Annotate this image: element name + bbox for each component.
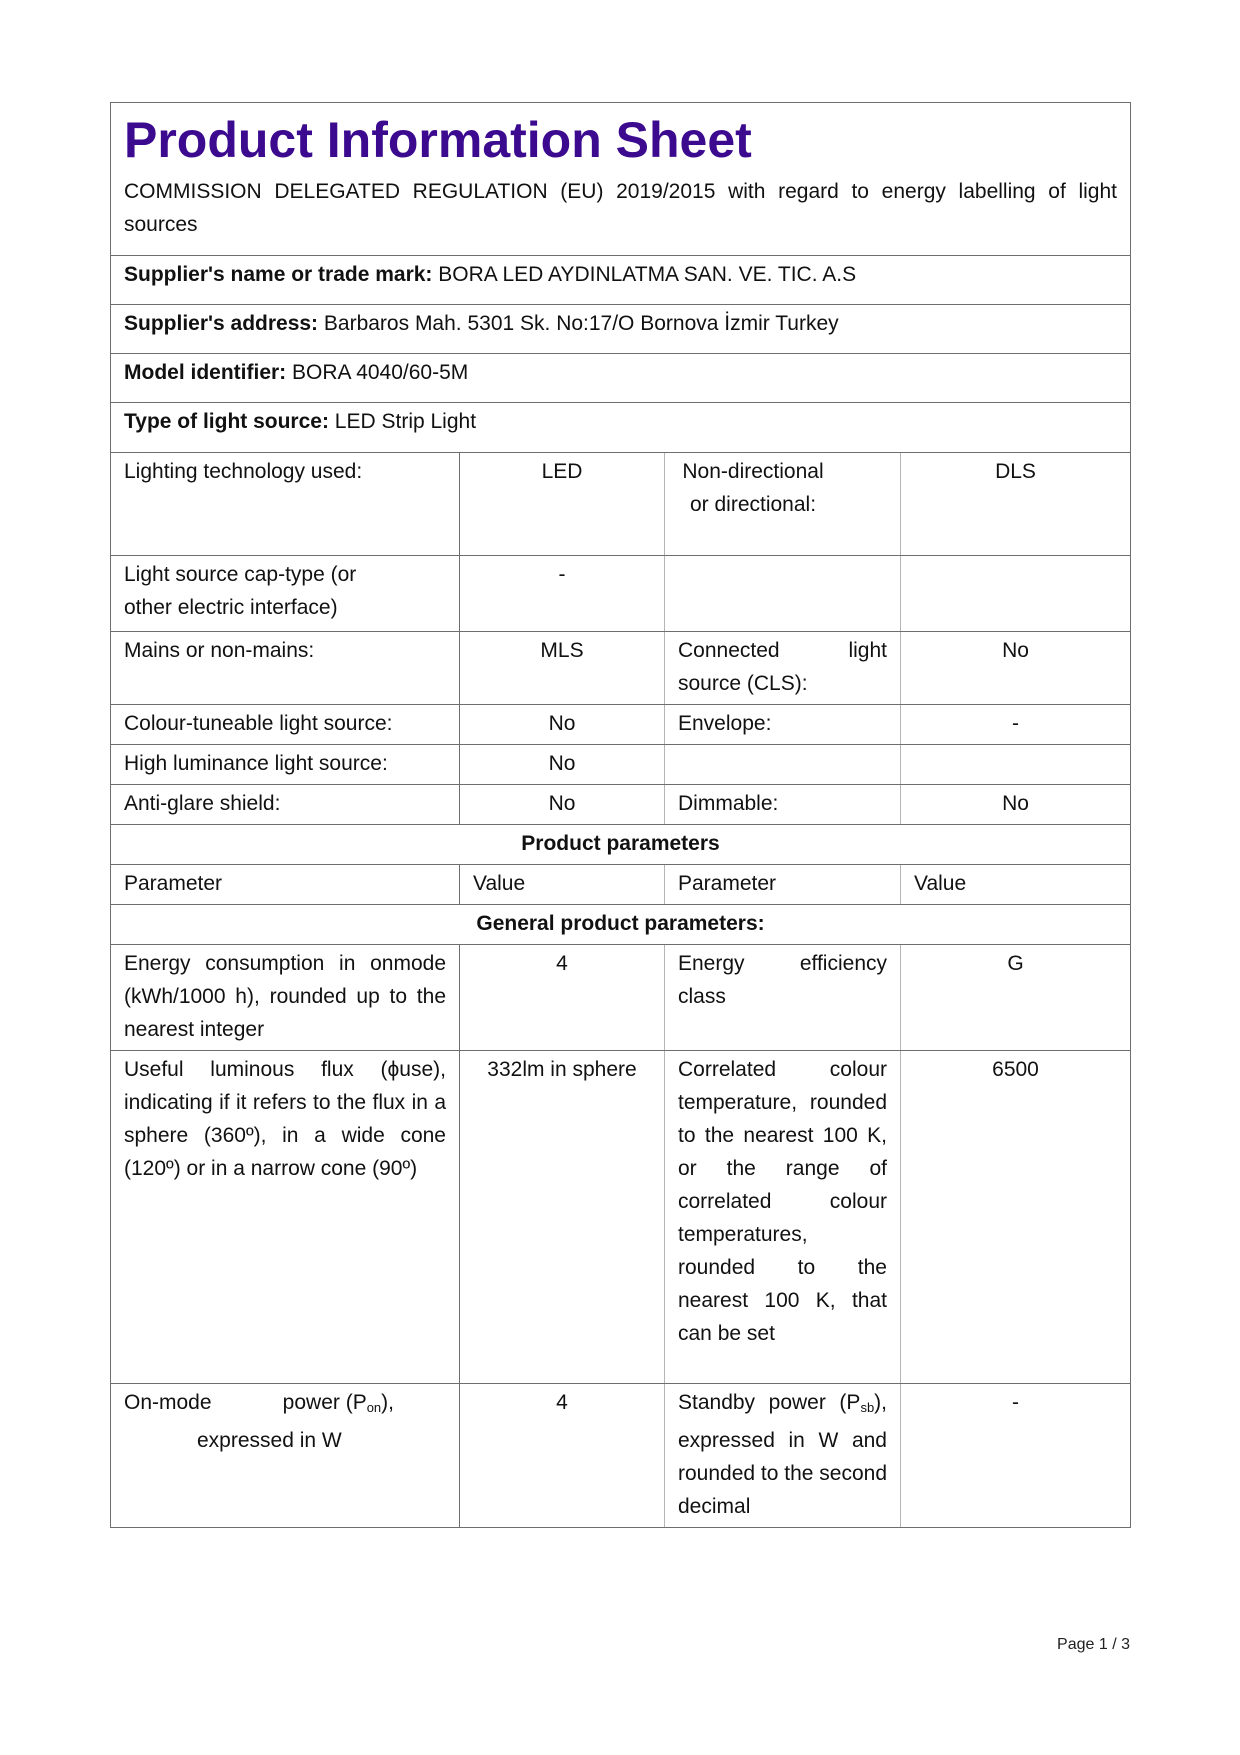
page-number: Page 1 / 3 [1057, 1636, 1130, 1653]
table-row [111, 1051, 1131, 1384]
characteristic-row [111, 632, 1131, 705]
characteristic-label: Envelope: [665, 705, 901, 745]
characteristic-value: No [901, 785, 1131, 825]
parameter-value: G [901, 945, 1131, 1051]
characteristic-row [111, 556, 1131, 632]
characteristic-row [111, 745, 1131, 785]
cap-type-label: Light source cap-type (or other electric interface) [124, 563, 357, 619]
light-source-type-row [111, 403, 1131, 453]
characteristic-value: No [460, 745, 665, 785]
table-row [111, 945, 1131, 1051]
parameter-value: 4 [460, 945, 665, 1051]
characteristic-value: LED [460, 453, 665, 556]
characteristic-value: - [460, 556, 665, 632]
characteristic-label: Lighting technology used: [111, 453, 460, 556]
title-cell [111, 103, 1131, 256]
characteristic-value [901, 745, 1131, 785]
characteristic-label [665, 745, 901, 785]
parameter-label: Useful luminous flux (ϕuse), indicating if it refers to the flux in a sphere (360º), in a wide cone (120º) or in a narrow cone (90º) [111, 1051, 460, 1384]
model-identifier-value: BORA 4040/60-5M [286, 361, 469, 384]
characteristic-value: No [901, 632, 1131, 705]
column-header: Parameter [111, 865, 460, 905]
parameter-value: - [901, 1384, 1131, 1528]
power-text [283, 1386, 394, 1424]
expressed-in-w: expressed in W [197, 1429, 342, 1452]
product-parameters-heading: Product parameters [111, 825, 1131, 865]
characteristic-value [901, 556, 1131, 632]
characteristic-value: - [901, 705, 1131, 745]
standby-rest: ), expressed in W and rounded to the second decimal [678, 1391, 887, 1518]
characteristic-value: MLS [460, 632, 665, 705]
characteristic-value: No [460, 785, 665, 825]
directional-label: Non-directional or directional: [682, 460, 824, 516]
power-close: ), [381, 1391, 394, 1414]
title-row [111, 103, 1131, 256]
supplier-address-label: Supplier's address: [124, 312, 319, 335]
regulation-subtitle: COMMISSION DELEGATED REGULATION (EU) 2019/2015 with regard to energy labelling of light sources [124, 180, 1117, 236]
standby-label: Standby power (P [678, 1391, 861, 1414]
characteristic-label [665, 453, 901, 556]
light-source-type-value: LED Strip Light [328, 410, 477, 433]
power-label: power (P [282, 1391, 367, 1414]
section-heading-row [111, 905, 1131, 945]
model-identifier-row [111, 354, 1131, 403]
supplier-name-label: Supplier's name or trade mark: [124, 263, 433, 286]
power-subscript: on [366, 1400, 382, 1415]
characteristic-row [111, 453, 1131, 556]
light-source-type-label: Type of light source: [124, 410, 329, 433]
characteristic-label: Mains or non-mains: [111, 632, 460, 705]
parameter-label: Correlated colour temperature, rounded to the nearest 100 K, or the range of correlated colour temperatures, rounded to the nearest 100 K, that can be set [665, 1051, 901, 1384]
parameter-value: 4 [460, 1384, 665, 1528]
parameter-value: 6500 [901, 1051, 1131, 1384]
column-header: Parameter [665, 865, 901, 905]
product-information-sheet [110, 102, 1130, 1528]
standby-subscript: sb [860, 1400, 875, 1415]
supplier-name-row [111, 256, 1131, 305]
characteristic-label: Connected light source (CLS): [665, 632, 901, 705]
page-title: Product Information Sheet [124, 112, 752, 168]
column-header-row [111, 865, 1131, 905]
characteristic-value: DLS [901, 453, 1131, 556]
column-header: Value [901, 865, 1131, 905]
on-mode-power-line [124, 1386, 394, 1424]
characteristic-label [665, 556, 901, 632]
section-heading-row [111, 825, 1131, 865]
characteristic-label [111, 556, 460, 632]
supplier-address-row [111, 305, 1131, 354]
characteristic-label: Anti-glare shield: [111, 785, 460, 825]
parameter-label [665, 1384, 901, 1528]
characteristic-label: Dimmable: [665, 785, 901, 825]
parameter-label [111, 1384, 460, 1528]
supplier-name-value: BORA LED AYDINLATMA SAN. VE. TIC. A.S [432, 263, 857, 286]
characteristic-row [111, 705, 1131, 745]
info-table [110, 102, 1131, 1528]
characteristic-row [111, 785, 1131, 825]
characteristic-label: Colour-tuneable light source: [111, 705, 460, 745]
general-parameters-heading: General product parameters: [111, 905, 1131, 945]
parameter-label: Energy consumption in onmode (kWh/1000 h), rounded up to the nearest integer [111, 945, 460, 1051]
on-mode-text: On-mode [124, 1391, 212, 1414]
supplier-address-value: Barbaros Mah. 5301 Sk. No:17/O Bornova İzmir Turkey [318, 312, 839, 335]
characteristic-value: No [460, 705, 665, 745]
characteristic-label: High luminance light source: [111, 745, 460, 785]
table-row [111, 1384, 1131, 1528]
model-identifier-label: Model identifier: [124, 361, 287, 384]
parameter-value: 332lm in sphere [460, 1051, 665, 1384]
parameter-label: Energy efficiency class [665, 945, 901, 1051]
column-header: Value [460, 865, 665, 905]
